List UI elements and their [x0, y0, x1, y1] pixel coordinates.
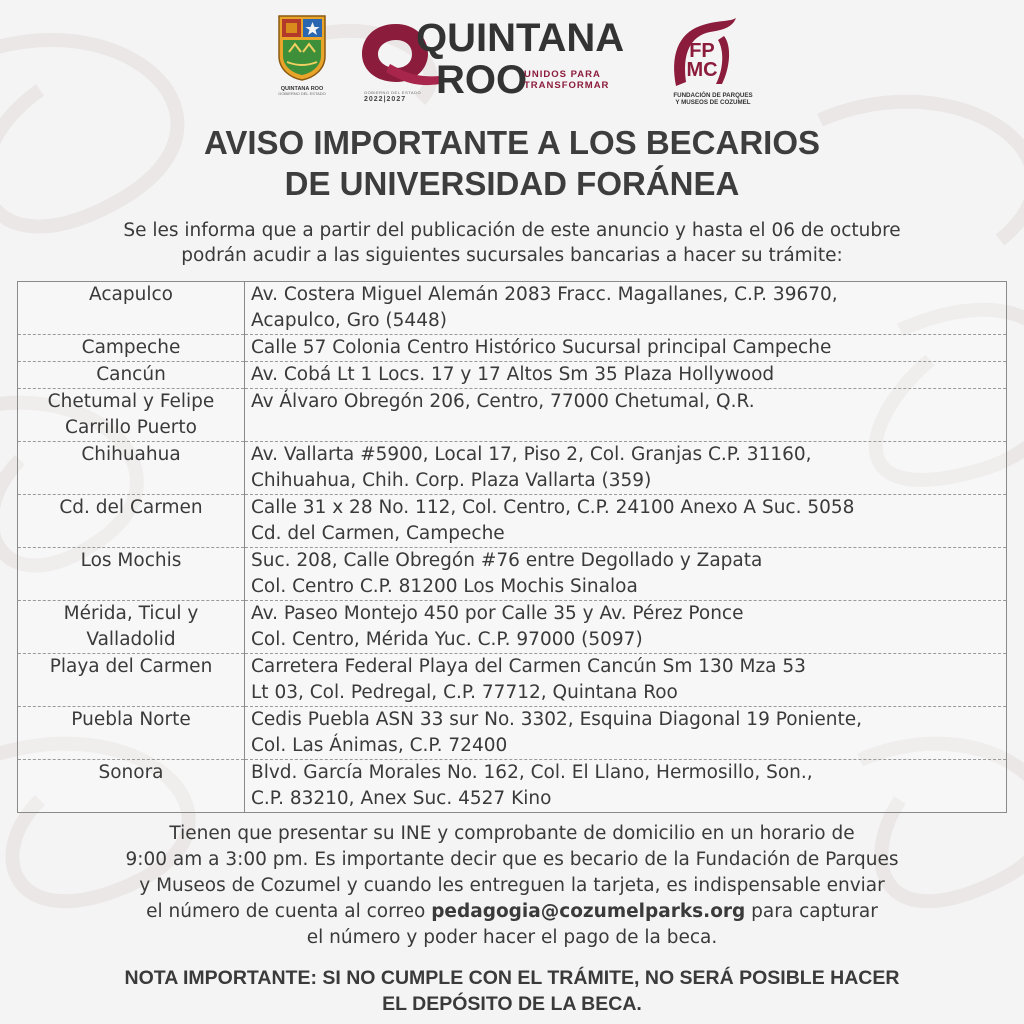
instructions-paragraph	[0, 821, 1024, 951]
table-row	[18, 601, 1007, 654]
branch-address-line: Av. Cobá Lt 1 Locs. 17 y 17 Altos Sm 35 Plaza Hollywood	[251, 364, 775, 385]
branch-city-line: Acapulco	[89, 284, 173, 305]
branches-table-body	[18, 282, 1007, 813]
branch-address-cell	[245, 335, 1007, 362]
intro-line2: podrán acudir a las siguientes sucursales bancarias a hacer su trámite:	[181, 245, 843, 266]
fpmc-caption-line2: Y MUSEOS DE COZUMEL	[675, 99, 751, 107]
logo-slogan-line1: UNIDOS PARA	[524, 69, 601, 80]
table-row	[18, 389, 1007, 442]
state-coat-of-arms-icon	[275, 12, 329, 82]
instructions-line1: Tienen que presentar su INE y comprobante de domicilio en un horario de	[169, 823, 855, 844]
notice-title-line2: DE UNIVERSIDAD FORÁNEA	[284, 165, 740, 202]
contact-email: pedagogia@cozumelparks.org	[431, 901, 746, 922]
instructions-line4	[0, 899, 1024, 925]
branch-address-line: Av. Costera Miguel Alemán 2083 Fracc. Magallanes, C.P. 39670,	[251, 284, 838, 305]
branch-address-line: Av. Paseo Montejo 450 por Calle 35 y Av. Pérez Ponce	[251, 603, 744, 624]
fpmc-caption	[668, 92, 758, 106]
branch-address-line: Calle 57 Colonia Centro Histórico Sucursal principal Campeche	[251, 337, 832, 358]
branch-address-cell	[245, 654, 1007, 707]
branch-address-line: Calle 31 x 28 No. 112, Col. Centro, C.P. 24100 Anexo A Suc. 5058	[251, 497, 855, 518]
branch-address-cell	[245, 362, 1007, 389]
branch-city-cell	[18, 760, 245, 813]
branch-address-line: Lt 03, Col. Pedregal, C.P. 77712, Quintana Roo	[251, 682, 678, 703]
branch-city-cell	[18, 389, 245, 442]
branch-address-line: Cd. del Carmen, Campeche	[251, 523, 505, 544]
branch-city-line: Los Mochis	[80, 550, 182, 571]
notice-title-line1: AVISO IMPORTANTE A LOS BECARIOS	[203, 124, 821, 161]
important-note	[0, 965, 1024, 1017]
branch-address-cell	[245, 495, 1007, 548]
branch-city-line: Puebla Norte	[71, 709, 191, 730]
logo-government-label: GOBIERNO DEL ESTADO	[364, 90, 422, 95]
branch-address-line: Av Álvaro Obregón 206, Centro, 77000 Chetumal, Q.R.	[251, 391, 755, 412]
branch-address-line: Suc. 208, Calle Obregón #76 entre Degollado y Zapata	[251, 550, 763, 571]
important-note-line1: NOTA IMPORTANTE: SI NO CUMPLE CON EL TRÁMITE, NO SERÁ POSIBLE HACER	[124, 967, 900, 989]
table-row	[18, 548, 1007, 601]
branch-city-line: Playa del Carmen	[49, 656, 213, 677]
intro-line1: Se les informa que a partir del publicación de este anuncio y hasta el 06 de octubre	[123, 220, 901, 241]
fpmc-caption-line1: FUNDACIÓN DE PARQUES	[673, 92, 753, 99]
branch-address-line: Col. Las Ánimas, C.P. 72400	[251, 735, 508, 756]
fpmc-logo	[666, 16, 756, 112]
table-row	[18, 495, 1007, 548]
branch-address-cell	[245, 548, 1007, 601]
table-row	[18, 362, 1007, 389]
instructions-line5: el número y poder hacer el pago de la beca.	[306, 927, 718, 948]
branch-address-line: Col. Centro C.P. 81200 Los Mochis Sinaloa	[251, 576, 638, 597]
branch-address-line: Av. Vallarta #5900, Local 17, Piso 2, Col. Granjas C.P. 31160,	[251, 444, 812, 465]
instructions-line4-end: para capturar	[745, 901, 878, 922]
state-name-label: QUINTANA ROO	[280, 86, 324, 92]
header-logos	[0, 12, 1024, 112]
instructions-line3: y Museos de Cozumel y cuando les entreguen la tarjeta, es indispensable enviar	[139, 875, 885, 896]
branch-city-line: Valladolid	[86, 629, 176, 650]
branch-city-cell	[18, 282, 245, 335]
branch-address-line: Carretera Federal Playa del Carmen Cancún Sm 130 Mza 53	[251, 656, 806, 677]
intro-paragraph	[0, 218, 1024, 268]
logo-word-roo: ROO	[436, 58, 528, 102]
logo-years: 2022|2027	[364, 96, 407, 103]
logo-slogan	[524, 70, 609, 92]
branch-city-line: Sonora	[98, 762, 164, 783]
table-row	[18, 442, 1007, 495]
branch-city-line: Cancún	[96, 364, 166, 385]
branch-city-line: Carrillo Puerto	[65, 417, 197, 438]
branch-address-line: Cedis Puebla ASN 33 sur No. 3302, Esquina Diagonal 19 Poniente,	[251, 709, 863, 730]
branch-address-cell	[245, 389, 1007, 442]
branch-address-line: Blvd. García Morales No. 162, Col. El Llano, Hermosillo, Son.,	[251, 762, 813, 783]
branch-city-cell	[18, 495, 245, 548]
branch-city-line: Chetumal y Felipe	[47, 391, 215, 412]
instructions-line4-start: el número de cuenta al correo	[146, 901, 432, 922]
table-row	[18, 335, 1007, 362]
branch-address-cell	[245, 760, 1007, 813]
important-note-line2: EL DEPÓSITO DE LA BECA.	[382, 993, 642, 1015]
branch-address-line: Acapulco, Gro (5448)	[251, 310, 447, 331]
instructions-line2: 9:00 am a 3:00 pm. Es importante decir que es becario de la Fundación de Parques	[125, 849, 899, 870]
branch-city-cell	[18, 654, 245, 707]
logo-slogan-line2: TRANSFORMAR	[524, 79, 610, 91]
branch-city-cell	[18, 335, 245, 362]
branch-city-line: Cd. del Carmen	[59, 497, 203, 518]
logo-word-quintana: QUINTANA	[416, 16, 625, 60]
branch-city-cell	[18, 707, 245, 760]
branch-address-cell	[245, 442, 1007, 495]
table-row	[18, 282, 1007, 335]
state-tagline-label: GOBIERNO DEL ESTADO	[278, 91, 326, 97]
table-row	[18, 707, 1007, 760]
branch-address-cell	[245, 601, 1007, 654]
branch-address-line: Col. Centro, Mérida Yuc. C.P. 97000 (5097)	[251, 629, 643, 650]
branch-city-line: Campeche	[81, 337, 181, 358]
branch-city-line: Chihuahua	[81, 444, 181, 465]
branch-address-cell	[245, 282, 1007, 335]
branch-address-cell	[245, 707, 1007, 760]
table-row	[18, 760, 1007, 813]
notice-title	[0, 122, 1024, 204]
branch-city-cell	[18, 362, 245, 389]
quintana-roo-state-logo	[272, 12, 332, 104]
fpmc-initials-top: FP	[689, 40, 715, 62]
fpmc-initials	[680, 42, 724, 80]
branch-address-line: Chihuahua, Chih. Corp. Plaza Vallarta (359)	[251, 470, 652, 491]
branch-city-line: Mérida, Ticul y	[63, 603, 199, 624]
branch-address-line: C.P. 83210, Anex Suc. 4527 Kino	[251, 788, 552, 809]
branch-city-cell	[18, 442, 245, 495]
quintana-roo-government-logo	[356, 16, 626, 112]
branch-city-cell	[18, 601, 245, 654]
branch-city-cell	[18, 548, 245, 601]
branches-table	[17, 281, 1007, 813]
fpmc-initials-bottom: MC	[686, 59, 718, 81]
table-row	[18, 654, 1007, 707]
